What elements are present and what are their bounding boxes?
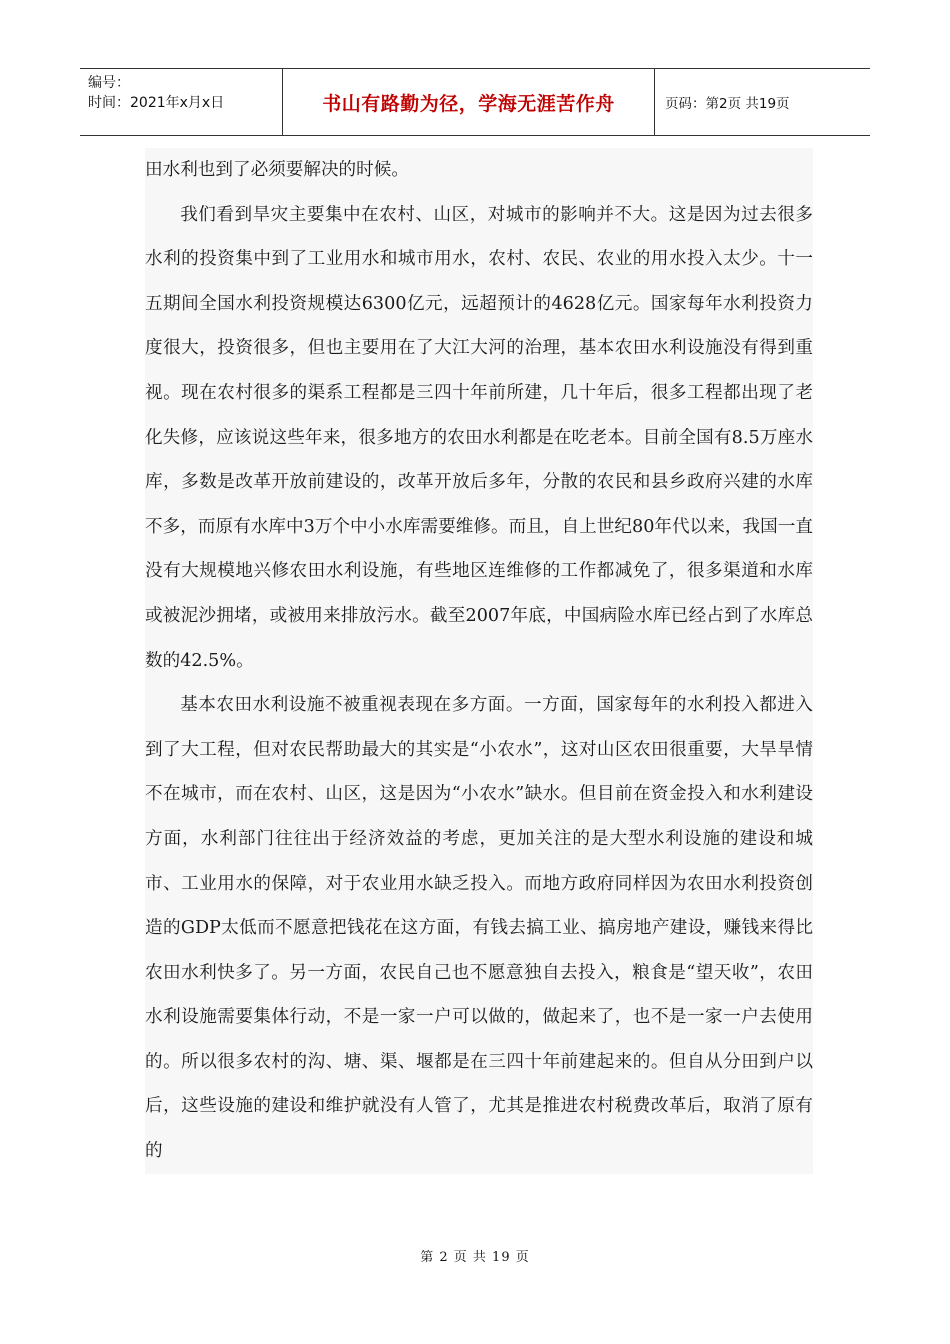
header-page-info: 页码：第2页 共19页 (665, 96, 790, 112)
paragraph: 我们看到旱灾主要集中在农村、山区，对城市的影响并不大。这是因为过去很多水利的投资集中到了工业用水和城市用水，农村、农民、农业的用水投入太少。十一五期间全国水利投资规模达6300亿元，远超预计的4628亿元。国家每年水利投资力度很大，投资很多，但也主要用在了大江大河的治理，基本农田水利设施没有得到重视。现在农村很多的渠系工程都是三四十年前所建，几十年后，很多工程都出现了老化失修，应该说这些年来，很多地方的农田水利都是在吃老本。目前全国有8.5万座水库，多数是改革开放前建设的，改革开放后多年，分散的农民和县乡政府兴建的水库不多，而原有水库中3万个中小水库需要维修。而且，自上世纪80年代以来，我国一直没有大规模地兴修农田水利设施，有些地区连维修的工作都减免了，很多渠道和水库或被泥沙拥堵，或被用来排放污水。截至2007年底，中国病险水库已经占到了水库总数的42.5%。 (145, 204, 813, 671)
number-label: 编号： (88, 75, 130, 91)
header-meta (80, 69, 283, 135)
page-header (80, 68, 870, 136)
document-body (145, 148, 813, 1174)
paragraph: 基本农田水利设施不被重视表现在多方面。一方面，国家每年的水利投入都进入到了大工程，但对农民帮助最大的其实是“小农水”，这对山区农田很重要，大旱旱情不在城市，而在农村、山区，这是因为“小农水”缺水。但目前在资金投入和水利建设方面，水利部门往往出于经济效益的考虑，更加关注的是大型水利设施的建设和城市、工业用水的保障，对于农业用水缺乏投入。而地方政府同样因为农田水利投资创造的GDP太低而不愿意把钱花在这方面，有钱去搞工业、搞房地产建设，赚钱来得比农田水利快多了。另一方面，农民自己也不愿意独自去投入，粮食是“望天收”，农田水利设施需要集体行动，不是一家一户可以做的，做起来了，也不是一家一户去使用的。所以很多农村的沟、塘、渠、堰都是在三四十年前建起来的。但自从分田到户以后，这些设施的建设和维护就没有人管了，尤其是推进农村税费改革后，取消了原有的 (145, 695, 813, 1162)
time-label: 时间：2021年x月x日 (88, 95, 225, 111)
paragraph: 田水利也到了必须要解决的时候。 (145, 160, 409, 180)
header-motto: 书山有路勤为径，学海无涯苦作舟 (283, 69, 655, 135)
page-footer: 第 2 页 共 19 页 (420, 1250, 530, 1265)
